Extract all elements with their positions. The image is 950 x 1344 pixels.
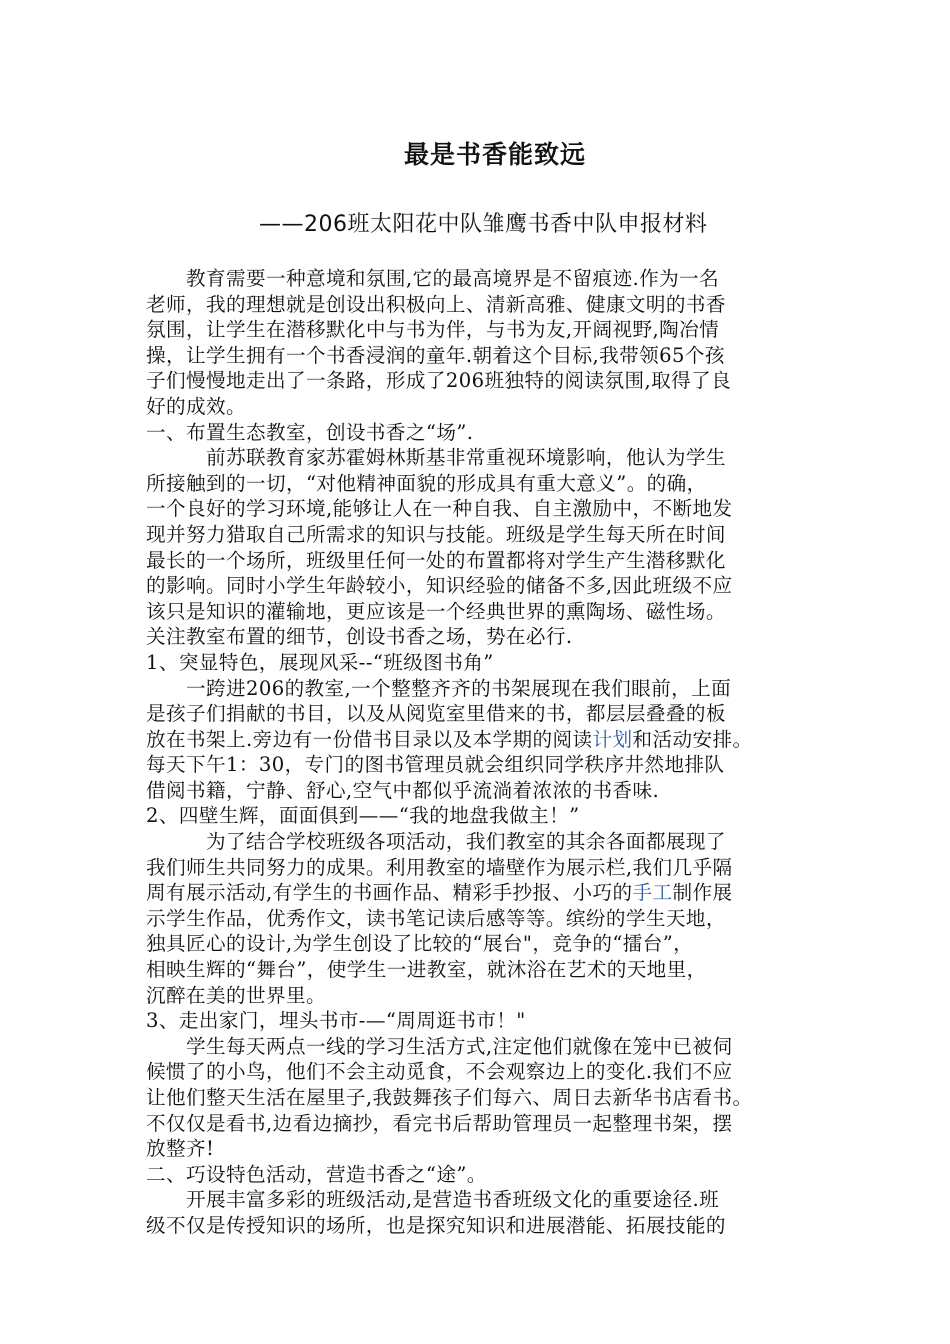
paragraph-line: 级不仅是传授知识的场所，也是探究知识和进展潜能、拓展技能的 — [146, 1213, 726, 1237]
paragraph-line: 借阅书籍，宁静、舒心,空气中都似乎流淌着浓浓的书香味. — [146, 778, 660, 802]
paragraph-line: 相映生辉的“舞台”，使学生一进教室，就沐浴在艺术的天地里， — [146, 958, 707, 982]
paragraph-line: 一跨进206的教室,一个整整齐齐的书架展现在我们眼前，上面 — [146, 676, 732, 700]
document-body — [146, 266, 816, 1239]
paragraph-line: 的影响。同时小学生年龄较小，知识经验的储备不多,因此班级不应 — [146, 574, 733, 598]
paragraph-line: 开展丰富多彩的班级活动,是营造书香班级文化的重要途径.班 — [146, 1188, 720, 1212]
section-heading: 二、巧设特色活动，营造书香之“途”。 — [146, 1162, 487, 1186]
paragraph-line: 学生每天两点一线的学习生活方式,注定他们就像在笼中已被伺 — [146, 1034, 733, 1058]
paragraph-line: 每天下午1：30，专门的图书管理员就会组织同学秩序井然地排队 — [146, 753, 725, 777]
line-text: 周有展示活动,有学生的书画作品、精彩手抄报、小巧的 — [146, 881, 633, 905]
paragraph-line: 是孩子们捐献的书目，以及从阅览室里借来的书，都层层叠叠的板 — [146, 702, 726, 726]
paragraph-line: 放整齐! — [146, 1137, 215, 1161]
paragraph-line: 我们师生共同努力的成果。利用教室的墙壁作为展示栏,我们几乎隔 — [146, 855, 733, 879]
paragraph-line: 该只是知识的灌输地，更应该是一个经典世界的熏陶场、磁性场。 — [146, 599, 726, 623]
paragraph-line: 所接触到的一切，“对他精神面貌的形成具有重大意义”。的确， — [146, 471, 707, 495]
line-text: 放在书架上.旁边有一份借书目录以及本学期的阅读 — [146, 727, 593, 751]
paragraph-line: 关注教室布置的细节，创设书香之场，势在必行. — [146, 625, 573, 649]
paragraph-line: 独具匠心的设计,为学生创设了比较的“展台"，竞争的“擂台”， — [146, 932, 694, 956]
paragraph-line — [146, 727, 816, 753]
paragraph-line: 子们慢慢地走出了一条路，形成了206班独特的阅读氛围,取得了良 — [146, 369, 732, 393]
paragraph-line: 示学生作品，优秀作文，读书笔记读后感等等。缤纷的学生天地， — [146, 906, 726, 930]
paragraph-line: 一个良好的学习环境,能够让人在一种自我、自主激励中，不断地发 — [146, 497, 733, 521]
paragraph-line: 沉醉在美的世界里。 — [146, 983, 326, 1007]
paragraph-line: 操，让学生拥有一个书香浸润的童年.朝着这个目标,我带领65个孩 — [146, 343, 725, 367]
subsection-heading: 1、突显特色，展现风采--“班级图书角” — [146, 650, 494, 674]
paragraph-line: 最长的一个场所，班级里任何一处的布置都将对学生产生潜移默化 — [146, 548, 726, 572]
line-text: 制作展 — [672, 881, 733, 905]
paragraph-line: 为了结合学校班级各项活动，我们教室的其余各面都展现了 — [146, 830, 726, 854]
subsection-heading: 3、走出家门，埋头书市-—“周周逛书市！" — [146, 1009, 526, 1033]
paragraph-line: 好的成效。 — [146, 394, 246, 418]
document-subtitle: ——206班太阳花中队雏鹰书香中队申报材料 — [259, 212, 708, 237]
paragraph-line: 现并努力猎取自己所需求的知识与技能。班级是学生每天所在时间 — [146, 522, 726, 546]
plan-link[interactable]: 计划 — [592, 727, 633, 751]
line-text: 和活动安排。 — [632, 727, 753, 751]
paragraph-line — [146, 880, 816, 906]
paragraph-line: 氛围，让学生在潜移默化中与书为伴，与书为友,开阔视野,陶冶情 — [146, 318, 720, 342]
handcraft-link[interactable]: 手工 — [632, 881, 673, 905]
paragraph-line: 前苏联教育家苏霍姆林斯基非常重视环境影响，他认为学生 — [146, 446, 726, 470]
paragraph-line: 教育需要一种意境和氛围,它的最高境界是不留痕迹.作为一名 — [146, 267, 720, 290]
paragraph-line: 让他们整天生活在屋里子,我鼓舞孩子们每六、周日去新华书店看书。 — [146, 1086, 753, 1109]
paragraph-line: 不仅仅是看书,边看边摘抄，看完书后帮助管理员一起整理书架，摆 — [146, 1111, 733, 1135]
paragraph-line: 候惯了的小鸟，他们不会主动觅食，不会观察边上的变化.我们不应 — [146, 1060, 733, 1084]
paragraph-line: 老师，我的理想就是创设出积极向上、清新高雅、健康文明的书香 — [146, 292, 726, 316]
subsection-heading: 2、四壁生辉，面面俱到——“我的地盘我做主！” — [146, 804, 580, 828]
document-title: 最是书香能致远 — [403, 140, 586, 169]
section-heading: 一、布置生态教室，创设书香之“场”. — [146, 420, 474, 444]
